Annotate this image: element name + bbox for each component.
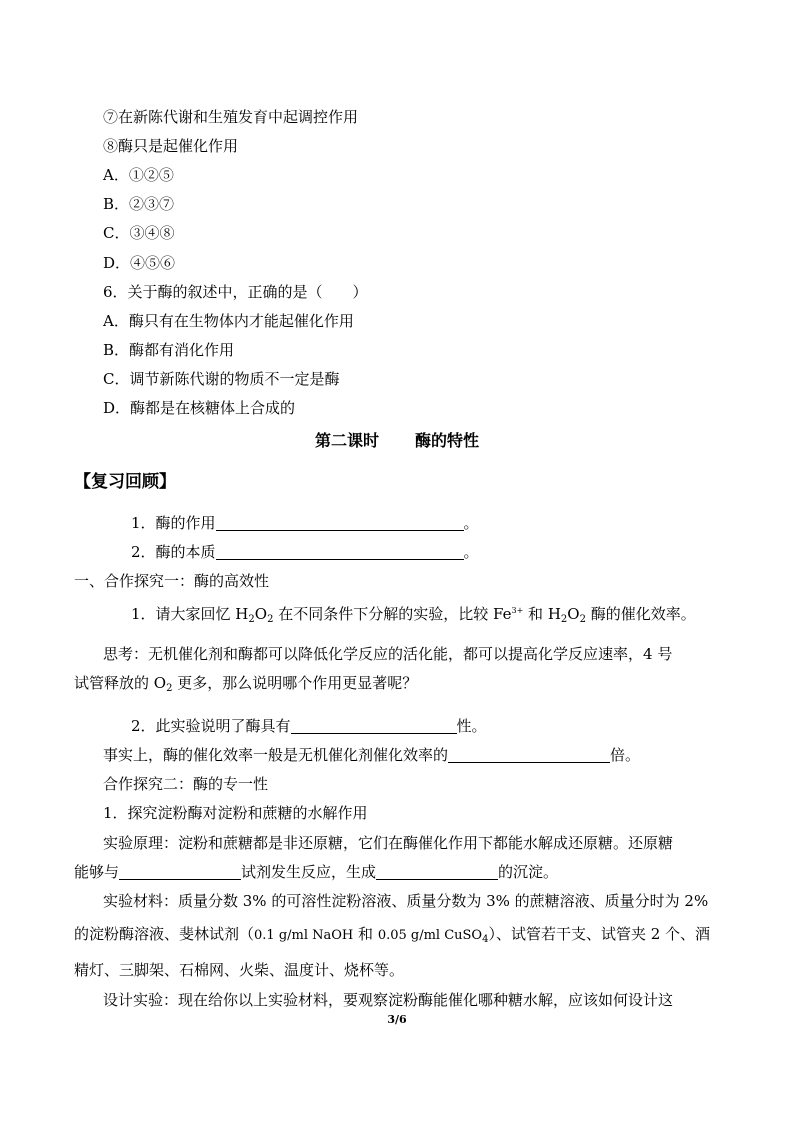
answer-blank[interactable] xyxy=(119,862,241,880)
q6-choice-b: B．酶都有消化作用 xyxy=(103,341,235,359)
answer-blank[interactable] xyxy=(376,862,498,880)
paragraph-think-1: 思考：无机催化剂和酶都可以降低化学反应的活化能，都可以提高化学反应速率，4 号 xyxy=(103,645,673,663)
question-6: 6．关于酶的叙述中，正确的是（ ） xyxy=(103,283,368,301)
section-2-heading: 合作探究二：酶的专一性 xyxy=(103,775,269,793)
principle-line-2: 能够与 试剂发生反应，生成 的沉淀。 xyxy=(74,863,559,881)
lesson-title-right: 酶的特性 xyxy=(415,431,480,450)
choice-d: D．④⑤⑥ xyxy=(103,254,176,272)
paragraph-think-2: 试管释放的 $O_2$ 更多，那么说明哪个作用更显著呢？ xyxy=(74,674,418,694)
section-1-heading: 一、合作探究一：酶的高效性 xyxy=(74,572,270,590)
page-number: 3/6 xyxy=(387,1013,407,1026)
review-q2: 2．酶的本质 。 xyxy=(131,543,479,561)
review-q1: 1．酶的作用 。 xyxy=(131,514,479,532)
lesson-title-left: 第二课时 xyxy=(314,431,379,450)
principle-line-1: 实验原理：淀粉和蔗糖都是非还原糖，它们在酶催化作用下都能水解成还原糖。还原糖 xyxy=(103,834,674,852)
choice-a: A．①②⑤ xyxy=(103,166,174,184)
q6-choice-c: C．调节新陈代谢的物质不一定是酶 xyxy=(103,370,340,388)
answer-blank[interactable] xyxy=(448,745,610,763)
choice-b: B．②③⑦ xyxy=(103,195,175,213)
question-fold: 事实上，酶的催化效率一般是无机催化剂催化效率的 倍。 xyxy=(103,746,641,764)
materials-line-2: 的淀粉酶溶液、斐林试剂（0.1 g/ml NaOH 和 0.05 g/ml CuSO$_4$）、试管若干支、试管夹 2 个、酒 xyxy=(74,925,711,945)
q6-choice-d: D．酶都是在核糖体上合成的 xyxy=(103,399,296,417)
option-8: ⑧酶只是起催化作用 xyxy=(103,137,239,155)
choice-c: C．③④⑧ xyxy=(103,224,175,242)
review-heading: 【复习回顾】 xyxy=(74,472,176,492)
experiment-title: 1．探究淀粉酶对淀粉和蔗糖的水解作用 xyxy=(103,804,368,822)
answer-blank[interactable] xyxy=(216,542,464,560)
option-7: ⑦在新陈代谢和生殖发育中起调控作用 xyxy=(103,108,359,126)
lesson-title xyxy=(0,431,794,451)
design-line: 设计实验：现在给你以上实验材料，要观察淀粉酶能催化哪种糖水解，应该如何设计这 xyxy=(103,991,674,1009)
materials-line-1: 实验材料：质量分数 3% 的可溶性淀粉溶液、质量分数为 3% 的蔗糖溶液、质量分时为 2% xyxy=(103,892,709,910)
q6-choice-a: A．酶只有在生物体内才能起催化作用 xyxy=(103,312,354,330)
answer-blank[interactable] xyxy=(291,716,457,734)
question-efficiency: 2．此实验说明了酶具有 性。 xyxy=(131,717,487,735)
materials-line-3: 精灯、三脚架、石棉网、火柴、温度计、烧杯等。 xyxy=(74,961,405,979)
answer-blank[interactable] xyxy=(216,513,464,531)
paragraph-recall: 1．请大家回忆 $H_2O_2$ 在不同条件下分解的实验，比较 $Fe^{3+}$ 和 $H_2O_2$ 酶的催化效率。 xyxy=(131,605,696,625)
